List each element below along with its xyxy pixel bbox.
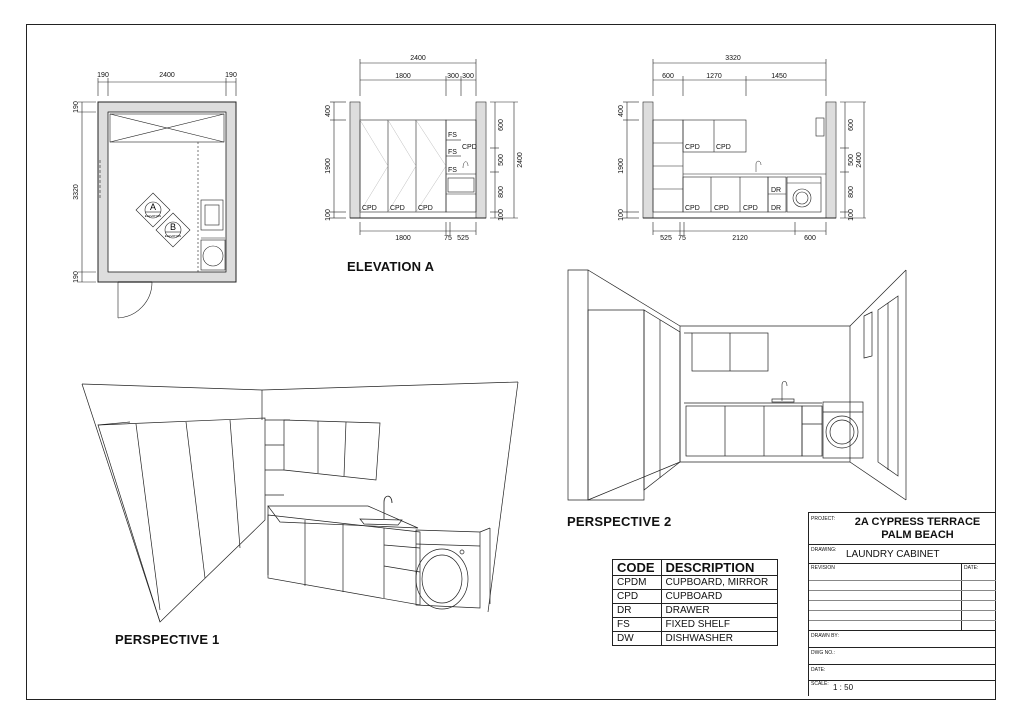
elev-a-tag-cpd-3: CPD [390,205,405,212]
elev-a-dim-top-1: 1800 [395,73,411,80]
elev-a-dim-bot-3: 525 [457,235,469,242]
marker-a-sub: ELEVATION [144,214,162,218]
legend-code: CPD [613,590,662,604]
legend-code: DW [613,632,662,646]
elev-a-dim-bot-2: 75 [444,235,452,242]
elevation-a-title: ELEVATION A [347,259,435,274]
elev-a-dim-left-1: 400 [325,105,332,117]
elev-a-tag-cpd-2: CPD [362,205,377,212]
legend-row [613,590,778,604]
legend-table [612,559,778,646]
elevation-b-drawing [606,50,866,250]
legend-code: CPDM [613,576,662,590]
tb-project-row [809,513,996,545]
elev-b-dim-bot-1: 525 [660,235,672,242]
elev-a-dim-right-total: 2400 [517,152,524,168]
elev-a-dim-right-3: 800 [498,186,505,198]
elev-a-dim-right-4: 100 [498,209,505,221]
perspective-1-title: PERSPECTIVE 1 [115,632,220,647]
elev-b-dim-right-4: 100 [848,209,855,221]
tb-scale-value: 1 : 50 [833,683,854,692]
legend-description: FIXED SHELF [661,618,778,632]
elev-b-dim-left-1: 400 [618,105,625,117]
legend-row [613,576,778,590]
tb-revision-line [809,620,996,621]
tb-date-label: DATE: [811,667,826,673]
plan-dim-top-right: 190 [225,72,237,79]
tb-project-line1: 2A CYPRESS TERRACE [854,516,981,528]
plan-dim-top-left: 190 [97,72,109,79]
tb-drawn-by-row [809,630,996,648]
marker-a-letter: A [149,202,157,212]
tb-revision-line [809,590,996,591]
elev-b-dim-bot-4: 600 [804,235,816,242]
elev-b-dim-bot-2: 75 [678,235,686,242]
legend-row [613,618,778,632]
elev-b-dim-bot-3: 2120 [732,235,748,242]
elev-a-tag-fs-1: FS [448,132,457,139]
tb-revision-label: REVISION [811,565,835,571]
elev-b-dim-left-3: 100 [618,209,625,221]
elev-b-tag-cpd-5: CPD [743,205,758,212]
elev-b-tag-dr-1: DR [771,187,782,194]
legend-code: DR [613,604,662,618]
elev-b-tag-cpd-4: CPD [714,205,729,212]
elev-a-dim-overall: 2400 [410,55,426,62]
legend-description: CUPBOARD, MIRROR [661,576,778,590]
tb-dwg-no-label: DWG NO.: [811,650,835,656]
elev-a-tag-fs-2: FS [448,149,457,156]
elevation-a-drawing [316,50,530,250]
elev-b-tag-cpd-2: CPD [716,144,731,151]
plan-dim-left-bottom: 190 [73,271,80,283]
marker-b-sub: ELEVATION [164,234,182,238]
marker-b-letter: B [169,222,177,232]
elev-b-tag-cpd-3: CPD [685,205,700,212]
elev-a-dim-right-2: 500 [498,154,505,166]
tb-scale-row [809,680,996,696]
tb-project-label: PROJECT: [811,516,836,522]
elev-b-dim-top-2: 1270 [706,73,722,80]
tb-revision-grid [809,564,996,631]
elev-b-dim-right-total: 2400 [856,152,863,168]
tb-drawn-by-label: DRAWN BY: [811,633,839,639]
elev-b-dim-top-3: 1450 [771,73,787,80]
tb-revision-line [809,580,996,581]
elev-a-tag-fs-3: FS [448,167,457,174]
floor-plan [60,60,260,325]
legend-header-description: DESCRIPTION [661,560,778,576]
elev-a-dim-left-3: 100 [325,209,332,221]
elev-b-tag-cpd-1: CPD [685,144,700,151]
tb-revision-line [809,600,996,601]
elev-b-dim-overall: 3320 [725,55,741,62]
tb-date-row [809,664,996,681]
perspective-2-drawing [564,266,914,506]
elev-b-dim-right-3: 800 [848,186,855,198]
elev-b-dim-right-1: 600 [848,119,855,131]
tb-scale-label: SCALE: [811,681,829,687]
plan-dim-left-mid: 3320 [73,184,80,200]
elev-a-dim-top-2: 300 [447,73,459,80]
elev-a-dim-right-1: 600 [498,119,505,131]
legend-header-code: CODE [613,560,662,576]
legend-row [613,632,778,646]
legend-description: CUPBOARD [661,590,778,604]
tb-drawing-label: DRAWING: [811,547,837,553]
legend-header-row [613,560,778,576]
legend-row [613,604,778,618]
tb-project-line2: PALM BEACH [881,529,954,541]
tb-drawing-row [809,544,996,564]
elev-a-tag-cpd-4: CPD [418,205,433,212]
elev-a-dim-top-3: 300 [462,73,474,80]
elev-b-dim-top-1: 600 [662,73,674,80]
tb-drawing-value: LAUNDRY CABINET [846,549,940,560]
elev-b-dim-right-2: 500 [848,154,855,166]
tb-revision-line [809,610,996,611]
title-block [808,512,996,696]
elev-a-dim-bot-1: 1800 [395,235,411,242]
elev-b-dim-left-2: 1900 [618,158,625,174]
perspective-2-title: PERSPECTIVE 2 [567,514,672,529]
legend-description: DISHWASHER [661,632,778,646]
elev-a-tag-cpd-1: CPD [462,144,477,151]
perspective-1-drawing [80,378,520,626]
legend-code: FS [613,618,662,632]
tb-dwg-no-row [809,647,996,665]
tb-revision-date-label: DATE: [964,565,979,571]
plan-dim-top-mid: 2400 [159,72,175,79]
legend-description: DRAWER [661,604,778,618]
plan-dim-left-top: 190 [73,101,80,113]
elev-a-dim-left-2: 1900 [325,158,332,174]
elev-b-tag-dr-2: DR [771,205,782,212]
